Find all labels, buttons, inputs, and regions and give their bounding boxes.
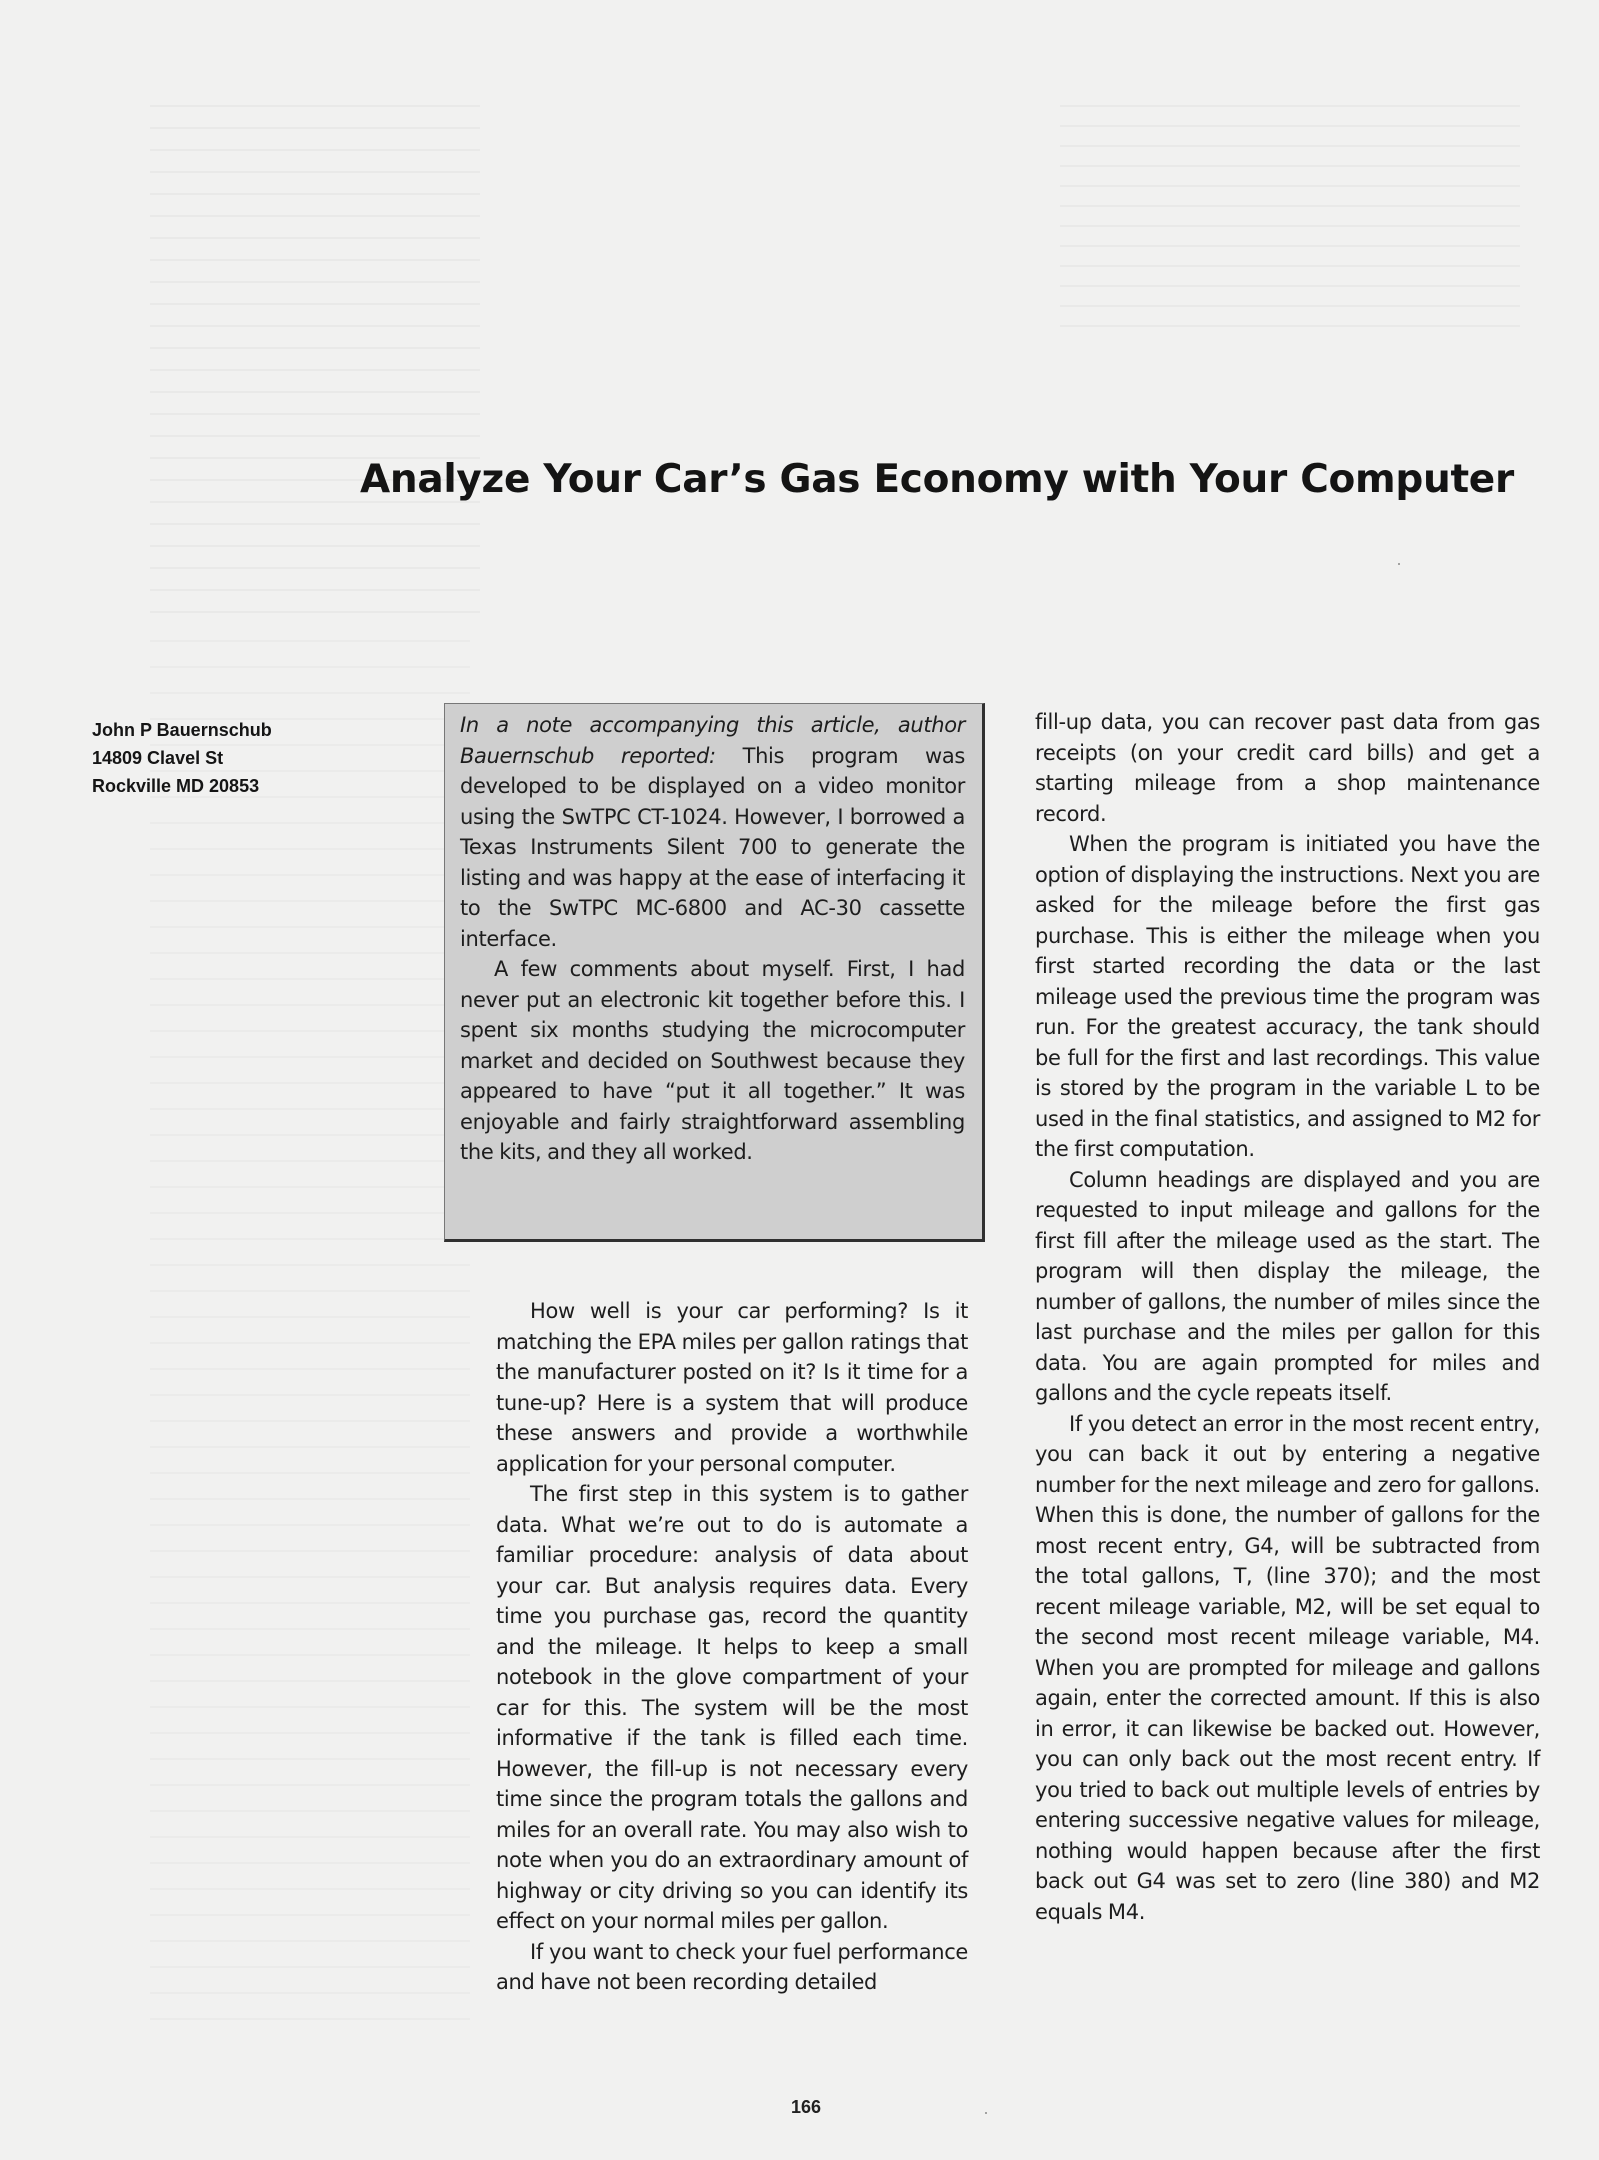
author-name: John P Bauernschub: [92, 720, 272, 740]
body-paragraph: When the program is initiated you have the option of displaying the instructions. Next you are asked for the mileage before the first gas purchase. This is either the mileage when you first started recording the data or the last mileage used the previous time the program was run. For the greatest accuracy, the tank should be full for the first and last recordings. This value is stored by the program in the variable L to be used in the final statistics, and assigned to M2 for the first computation.: [1035, 832, 1540, 1161]
author-city: Rockville MD 20853: [92, 776, 260, 796]
body-paragraph: How well is your car performing? Is it matching the EPA miles per gallon ratings that the manufacturer posted on it? Is it time for a tune-up? Here is a system that will produce these answers and provide a worthwhile application for your personal computer.: [496, 1299, 968, 1476]
body-paragraph-continued: fill-up data, you can recover past data from gas receipts (on your credit card bills) and get a starting mileage from a shop maintenance record.: [1035, 710, 1540, 826]
sidebar-text: This program was developed to be displayed on a video monitor using the SwTPC CT-1024. However, I borrowed a Texas Instruments Silent 700 to generate the listing and was happy at the ease of interfacing it to the SwTPC MC-6800 and AC-30 cassette interface.: [460, 743, 965, 951]
sidebar-intro: In a note accompanying this article, author Bauernschub reported:: [460, 713, 965, 768]
author-block: [92, 716, 332, 800]
paper-speck: [985, 2112, 987, 2114]
paper-speck: [1398, 563, 1400, 565]
body-paragraph: If you want to check your fuel performance and have not been recording detailed: [496, 1939, 968, 1994]
show-through-block-right: [1060, 105, 1520, 345]
show-through-block-lower: [150, 640, 470, 2020]
editor-note-box: [444, 703, 985, 1242]
show-through-block-left: [150, 105, 480, 625]
article-title: Analyze Your Car’s Gas Economy with Your Computer: [360, 457, 1514, 502]
author-street: 14809 Clavel St: [92, 748, 224, 768]
body-column-middle: [496, 1296, 968, 1998]
sidebar-paragraph: [460, 710, 965, 954]
body-paragraph: If you detect an error in the most recent entry, you can back it out by entering a negative number for the next mileage and zero for gallons. When this is done, the number of gallons for the most recent entry, G4, will be subtracted from the total gallons, T, (line 370); and the most recent mileage variable, M2, will be set equal to the second most recent mileage variable, M4. When you are prompted for mileage and gallons again, enter the corrected amount. If this is also in error, it can likewise be backed out. However, you can only back out the most recent entry. If you tried to back out multiple levels of entries by entering successive negative values for mileage, nothing would happen because after the first back out G4 was set to zero (line 380) and M2 equals M4.: [1035, 1411, 1540, 1924]
sidebar-paragraph-2: A few comments about myself. First, I had never put an electronic kit together before this. I spent six months studying the microcomputer market and decided on Southwest because they appeared to have “put it all together.” It was enjoyable and fairly straightforward assembling the kits, and they all worked.: [460, 957, 965, 1164]
body-paragraph: The first step in this system is to gather data. What we’re out to do is automate a familiar procedure: analysis of data about your car. But analysis requires data. Every time you purchase gas, record the quantity and the mileage. It helps to keep a small notebook in the glove compartment of your car for this. The system will be the most informative if the tank is filled each time. However, the fill-up is not necessary every time since the program totals the gallons and miles for an overall rate. You may also wish to note when you do an extraordinary amount of highway or city driving so you can identify its effect on your normal miles per gallon.: [496, 1482, 968, 1933]
body-paragraph: Column headings are displayed and you are requested to input mileage and gallons for the first fill after the mileage used as the start. The program will then display the mileage, the number of gallons, the number of miles since the last purchase and the miles per gallon for this data. You are again prompted for miles and gallons and the cycle repeats itself.: [1035, 1167, 1540, 1405]
page-number: 166: [790, 2097, 822, 2117]
body-column-right: [1035, 707, 1540, 1927]
